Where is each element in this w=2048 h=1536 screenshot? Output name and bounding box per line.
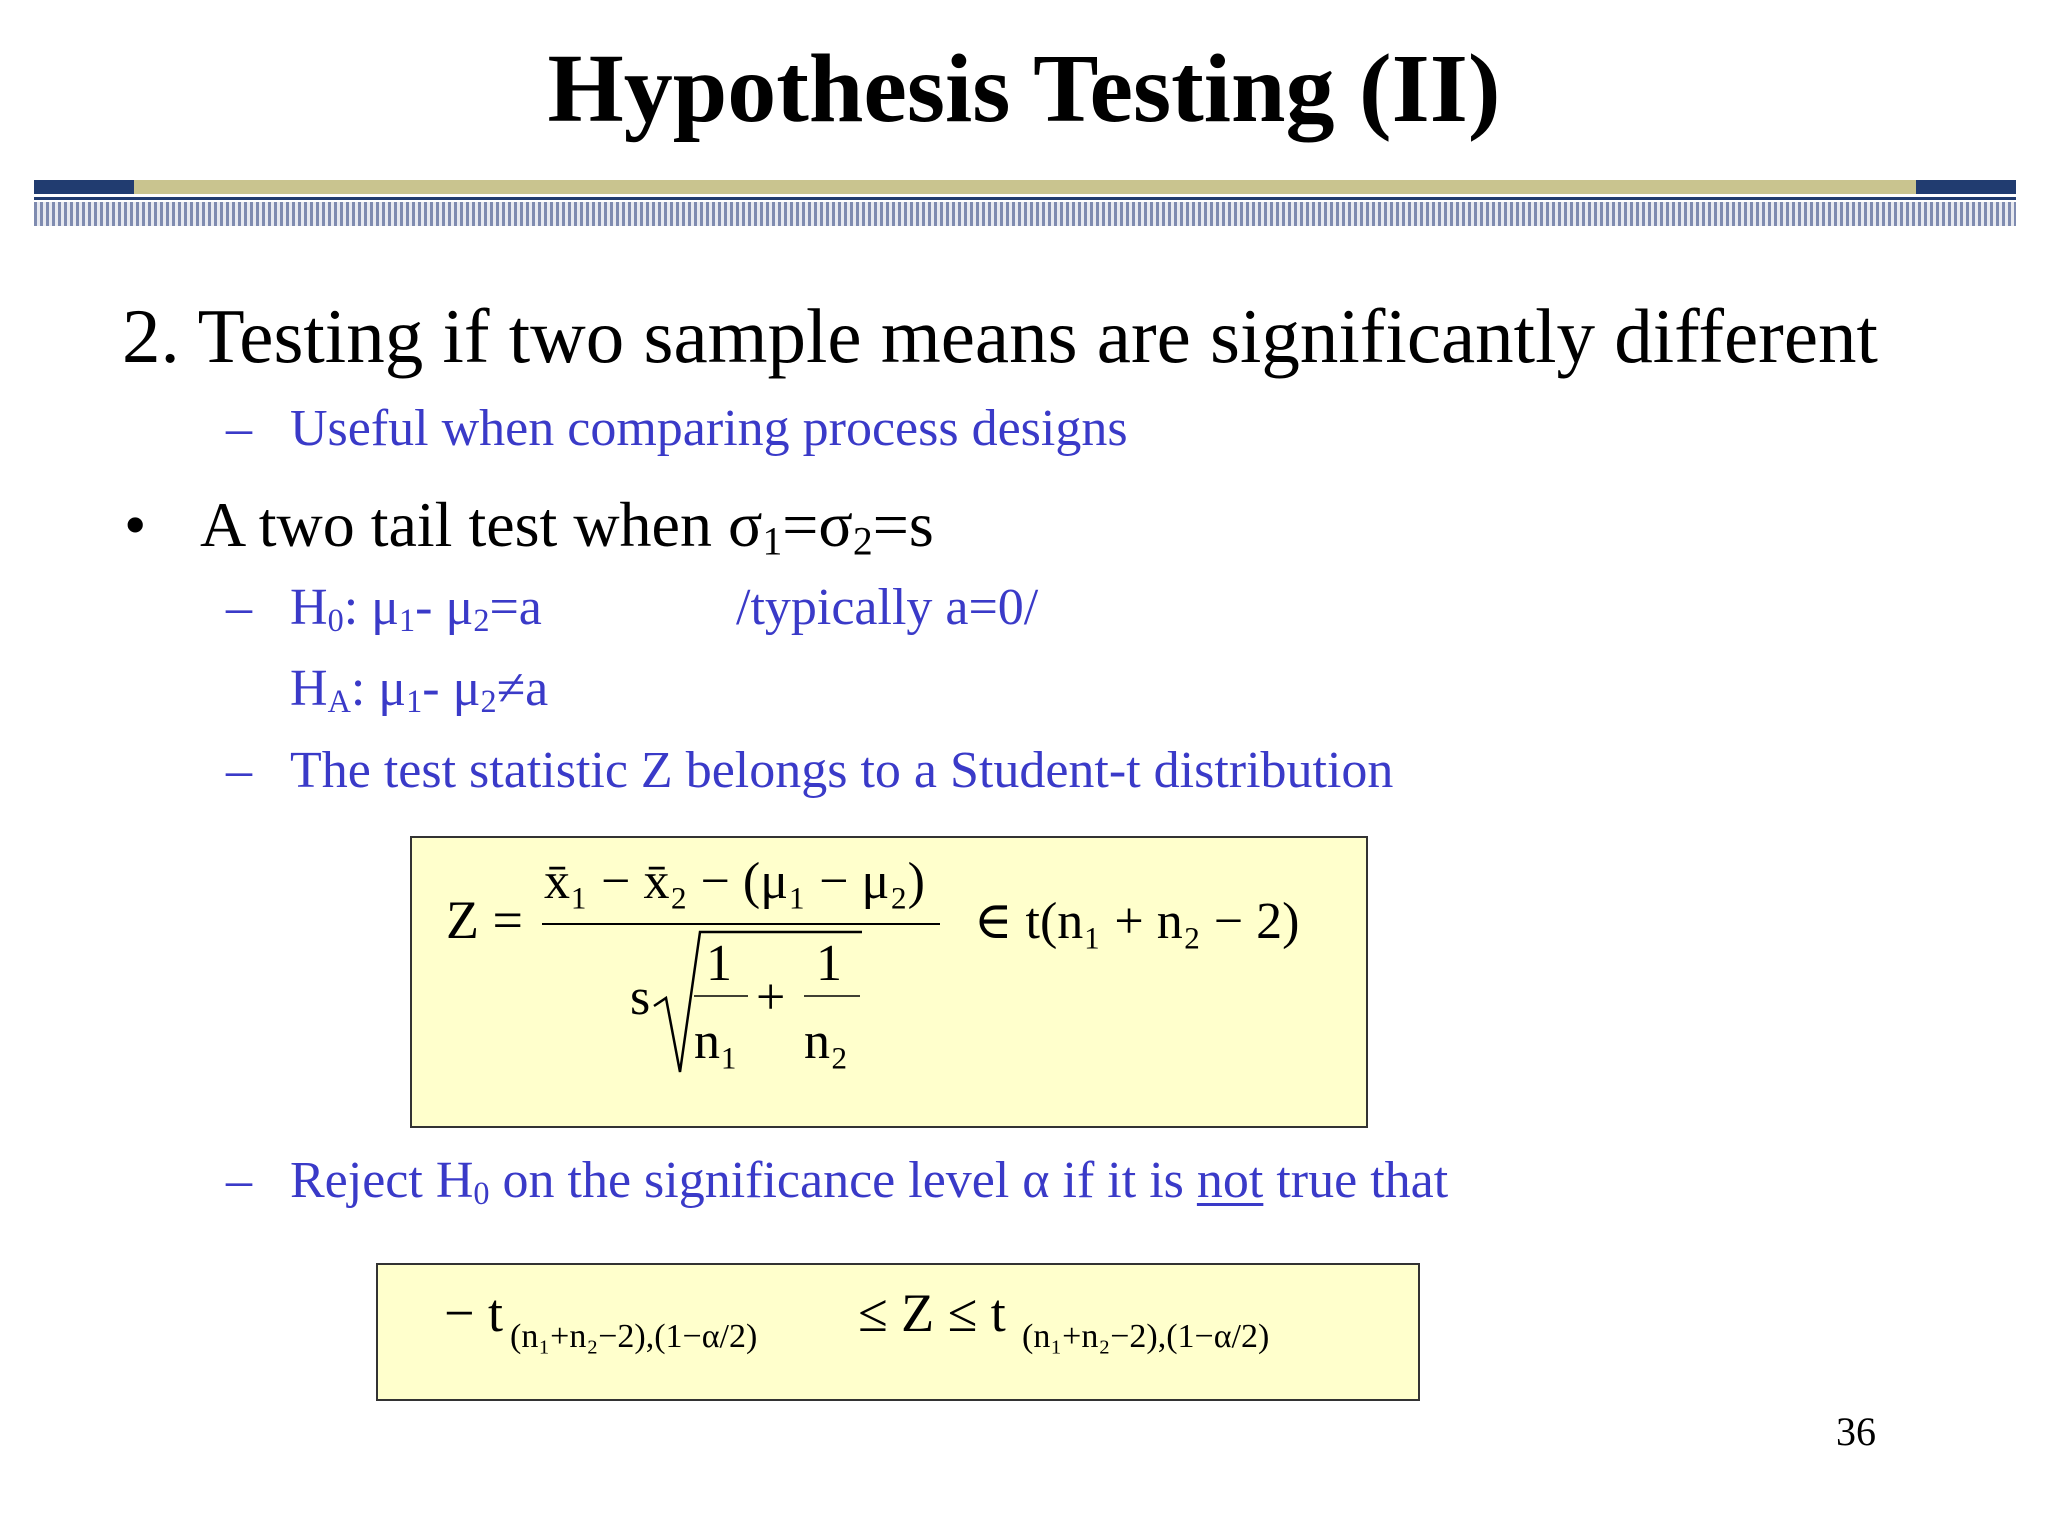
dash-marker: – bbox=[226, 579, 252, 636]
sub-bullet-useful: Useful when comparing process designs bbox=[290, 400, 1128, 457]
interval-sub-left: (n₁+n₂−2),(1−α/2) bbox=[510, 1318, 758, 1355]
dash-marker: – bbox=[226, 742, 252, 799]
formula-plus: + bbox=[756, 969, 786, 1026]
section-heading: 2. Testing if two sample means are significantly different bbox=[122, 293, 1878, 379]
formula-lhs: Z = bbox=[446, 890, 523, 950]
header-rule-left-block bbox=[34, 180, 134, 194]
sub-bullet-reject: Reject $H_0$ on the significance level α if it is not true that bbox=[290, 1152, 1449, 1212]
formula-z-statistic bbox=[410, 836, 1364, 1124]
formula-n2: n₂ bbox=[804, 1013, 849, 1070]
dash-marker: – bbox=[226, 400, 252, 457]
hypothesis-ha: $H_A$: $\mu_1-$ $\mu_2\ne a$ bbox=[290, 660, 549, 720]
header-rule-line bbox=[34, 197, 2016, 200]
hypothesis-h0: $H_0$: $\mu_1-$ $\mu_2=a$ bbox=[290, 579, 542, 639]
header-rule-band bbox=[34, 180, 2016, 194]
formula-rhs: ∈ t(n₁ + n₂ − 2) bbox=[974, 893, 1300, 950]
interval-middle: ≤ Z ≤ t bbox=[858, 1283, 1006, 1343]
bullet-two-tail: A two tail test when $\sigma_1=\sigma_2=s$ bbox=[200, 489, 934, 564]
formula-one-b: 1 bbox=[816, 935, 842, 992]
interval-neg-t: − t bbox=[444, 1283, 503, 1343]
formula-n1: n₁ bbox=[694, 1013, 739, 1070]
sub-bullet-test-statistic: The test statistic Z belongs to a Student-t distribution bbox=[290, 742, 1394, 799]
hypothesis-note: /typically a=0/ bbox=[736, 579, 1039, 636]
formula-numerator: x̄₁ − x̄₂ − (μ₁ − μ₂) bbox=[544, 853, 925, 910]
page-number: 36 bbox=[1836, 1409, 1876, 1454]
formula-den-s: s bbox=[630, 969, 651, 1026]
header-rule-right-block bbox=[1916, 180, 2016, 194]
bullet-marker: • bbox=[124, 489, 147, 560]
interval-sub-right: (n₁+n₂−2),(1−α/2) bbox=[1022, 1318, 1270, 1355]
formula-interval bbox=[376, 1263, 1416, 1397]
slide-title: Hypothesis Testing (II) bbox=[547, 35, 1501, 143]
formula-one-a: 1 bbox=[706, 935, 732, 992]
dash-marker: – bbox=[226, 1152, 252, 1209]
header-rule-pattern bbox=[34, 202, 2016, 226]
